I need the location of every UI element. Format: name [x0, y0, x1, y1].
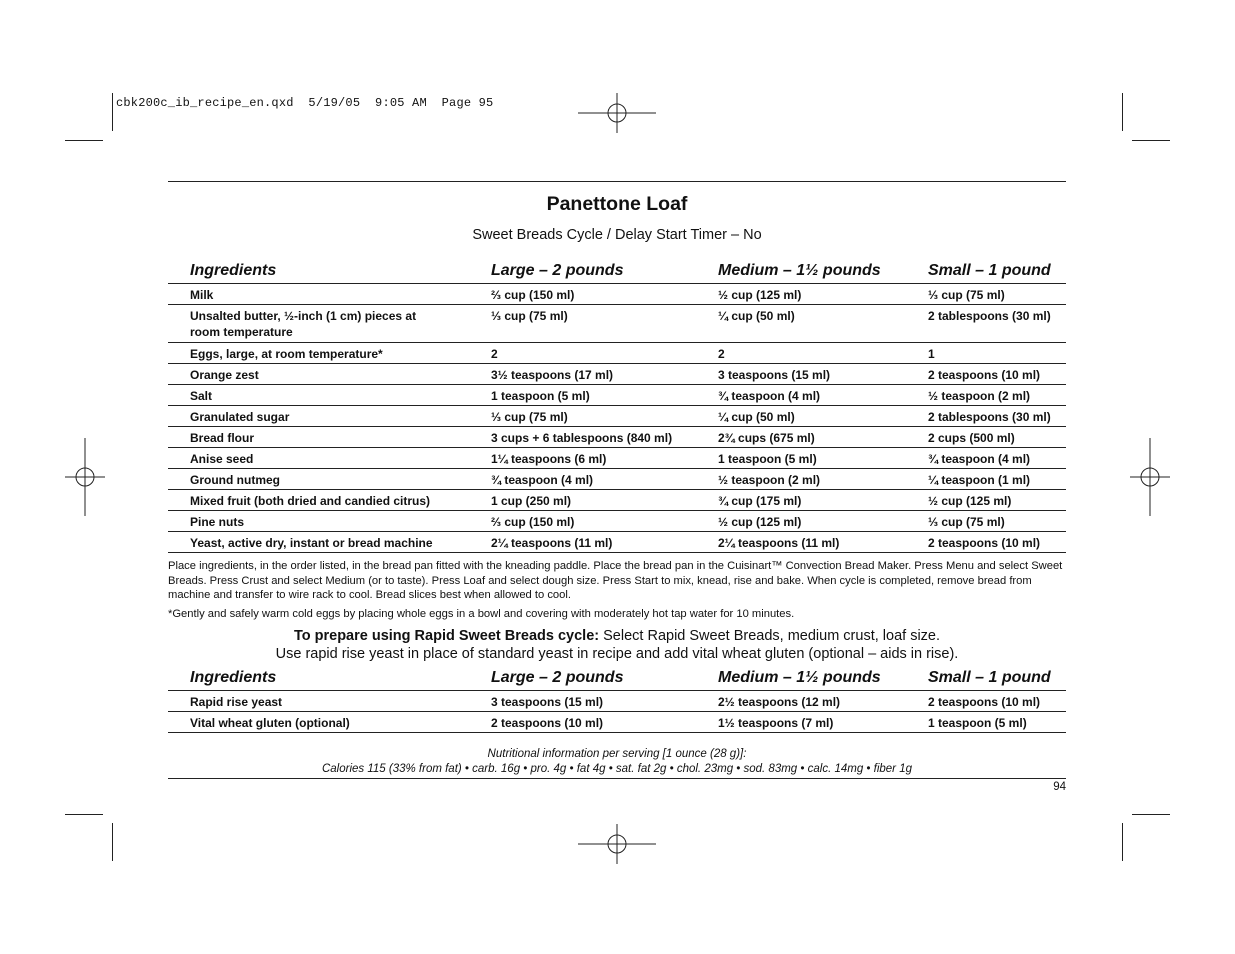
amount-medium: 2¼ teaspoons (11 ml)	[718, 536, 840, 550]
ingredient-name: Yeast, active dry, instant or bread machine	[190, 536, 433, 550]
table-row	[168, 448, 1066, 469]
table-header	[168, 259, 1066, 284]
ingredients-table	[168, 259, 1066, 553]
ingredient-name: Orange zest	[190, 368, 259, 382]
table-row	[168, 469, 1066, 490]
amount-medium: ¾ cup (175 ml)	[718, 494, 802, 508]
crop-mark	[1122, 93, 1123, 131]
amount-large: ⅔ cup (150 ml)	[491, 515, 575, 529]
ingredient-name: Eggs, large, at room temperature*	[190, 347, 383, 361]
header-large: Large – 2 pounds	[491, 262, 624, 279]
crop-mark	[65, 140, 103, 141]
rapid-ingredients-table	[168, 666, 1066, 733]
registration-mark-icon	[578, 824, 656, 864]
rapid-cycle-note	[168, 627, 1066, 663]
ingredient-name: Unsalted butter, ½-inch (1 cm) pieces at room temperature	[190, 309, 417, 339]
amount-medium: 3 teaspoons (15 ml)	[718, 368, 831, 382]
table-row	[168, 427, 1066, 448]
ingredient-name: Ground nutmeg	[190, 473, 280, 487]
ingredient-name: Vital wheat gluten (optional)	[190, 716, 350, 730]
file-slug: cbk200c_ib_recipe_en.qxd 5/19/05 9:05 AM Page 95	[116, 96, 494, 110]
header-medium: Medium – 1½ pounds	[718, 262, 881, 279]
bottom-rule	[168, 778, 1066, 779]
footnote-text: *Gently and safely warm cold eggs by placing whole eggs in a bowl and covering with moderately hot tap water for 10 minutes.	[168, 608, 795, 620]
table-row	[168, 385, 1066, 406]
nutrition-info	[168, 747, 1066, 777]
ingredient-name: Bread flour	[190, 431, 255, 445]
rapid-cycle-line1	[168, 627, 1066, 645]
amount-medium: 2¾ cups (675 ml)	[718, 431, 815, 445]
header-large: Large – 2 pounds	[491, 669, 624, 686]
header-ingredients: Ingredients	[190, 669, 277, 686]
amount-medium: 1½ teaspoons (7 ml)	[718, 716, 834, 730]
amount-large: ⅔ cup (150 ml)	[491, 288, 575, 302]
amount-medium: 2½ teaspoons (12 ml)	[718, 695, 841, 709]
amount-large: 3½ teaspoons (17 ml)	[491, 368, 614, 382]
nutrition-heading: Nutritional information per serving [1 ounce (28 g)]:	[487, 748, 747, 760]
header-small: Small – 1 pound	[928, 669, 1051, 686]
amount-small: ⅓ cup (75 ml)	[928, 288, 1005, 302]
ingredient-name: Pine nuts	[190, 515, 245, 529]
amount-medium: 2	[718, 347, 725, 361]
amount-medium: ¼ cup (50 ml)	[718, 309, 795, 323]
amount-small: ½ cup (125 ml)	[928, 494, 1012, 508]
amount-small: ⅓ cup (75 ml)	[928, 515, 1005, 529]
recipe-title: Panettone Loaf	[546, 193, 688, 215]
table-row	[168, 691, 1066, 712]
amount-small: 1	[928, 347, 935, 361]
amount-medium: 1 teaspoon (5 ml)	[718, 452, 817, 466]
amount-small: 1 teaspoon (5 ml)	[928, 716, 1027, 730]
header-medium: Medium – 1½ pounds	[718, 669, 881, 686]
amount-small: ¼ teaspoon (1 ml)	[928, 473, 1031, 487]
registration-mark-icon	[1130, 438, 1170, 516]
instructions-text: Place ingredients, in the order listed, in the bread pan fitted with the kneading paddle. Place the bread pan in the Cuisinart™ Convection Bread Maker. Press Menu and select Sweet Breads. Press Crust and select Medium (or to taste). Press Loaf and select dough size. Press Start to mix, knead, rise and bake. When cycle is completed, remove bread from machine and transfer to wire rack to cool. Bread slices best when allowed to cool.	[168, 560, 1063, 601]
amount-small: ¾ teaspoon (4 ml)	[928, 452, 1031, 466]
ingredient-name	[190, 493, 430, 509]
table-row	[168, 305, 1066, 343]
table-header	[168, 666, 1066, 691]
rapid-cycle-lead: To prepare using Rapid Sweet Breads cycle:	[293, 628, 600, 644]
ingredient-note: (both dried and candied citrus)	[254, 494, 431, 508]
amount-medium: ½ cup (125 ml)	[718, 288, 802, 302]
rapid-cycle-line2: Use rapid rise yeast in place of standard yeast in recipe and add vital wheat gluten (optional – aids in rise).	[275, 646, 959, 662]
amount-small: 2 teaspoons (10 ml)	[928, 368, 1041, 382]
amount-medium: ¼ cup (50 ml)	[718, 410, 795, 424]
table-row	[168, 712, 1066, 733]
registration-mark-icon	[578, 93, 656, 133]
table-row	[168, 343, 1066, 364]
table-row	[168, 532, 1066, 553]
amount-large: ⅓ cup (75 ml)	[491, 410, 568, 424]
amount-small: 2 tablespoons (30 ml)	[928, 309, 1051, 323]
crop-mark	[1122, 823, 1123, 861]
amount-large: 2¼ teaspoons (11 ml)	[491, 536, 613, 550]
header-ingredients: Ingredients	[190, 262, 277, 279]
ingredient-name: Granulated sugar	[190, 410, 290, 424]
amount-large: ¾ teaspoon (4 ml)	[491, 473, 594, 487]
table-row	[168, 490, 1066, 511]
amount-medium: ½ teaspoon (2 ml)	[718, 473, 821, 487]
amount-large: ⅓ cup (75 ml)	[491, 309, 568, 323]
page-number: 94	[1053, 781, 1066, 793]
ingredient-name: Anise seed	[190, 452, 254, 466]
table-row	[168, 511, 1066, 532]
amount-medium: ¾ teaspoon (4 ml)	[718, 389, 821, 403]
amount-medium: ½ cup (125 ml)	[718, 515, 802, 529]
table-row	[168, 364, 1066, 385]
registration-mark-icon	[65, 438, 105, 516]
crop-mark	[112, 823, 113, 861]
header-small: Small – 1 pound	[928, 262, 1051, 279]
ingredient-name: Rapid rise yeast	[190, 695, 283, 709]
crop-mark	[112, 93, 113, 131]
amount-small: 2 tablespoons (30 ml)	[928, 410, 1051, 424]
nutrition-values: Calories 115 (33% from fat) • carb. 16g • pro. 4g • fat 4g • sat. fat 2g • chol. 23mg • sod. 83mg • calc. 14mg • fiber 1g	[321, 763, 913, 775]
top-rule	[168, 181, 1066, 182]
amount-small: 2 teaspoons (10 ml)	[928, 536, 1041, 550]
ingredient-name-main: Mixed fruit	[190, 494, 251, 508]
amount-large: 2 teaspoons (10 ml)	[491, 716, 604, 730]
amount-large: 2	[491, 347, 498, 361]
ingredient-name: Milk	[190, 288, 214, 302]
rapid-cycle-text: Select Rapid Sweet Breads, medium crust, loaf size.	[599, 628, 941, 644]
amount-small: 2 teaspoons (10 ml)	[928, 695, 1041, 709]
amount-small: 2 cups (500 ml)	[928, 431, 1015, 445]
table-row	[168, 284, 1066, 305]
amount-large: 1 cup (250 ml)	[491, 494, 572, 508]
ingredient-name: Salt	[190, 389, 213, 403]
amount-large: 3 teaspoons (15 ml)	[491, 695, 604, 709]
crop-mark	[1132, 140, 1170, 141]
table-row	[168, 406, 1066, 427]
amount-large: 3 cups + 6 tablespoons (840 ml)	[491, 431, 673, 445]
crop-mark	[1132, 814, 1170, 815]
amount-large: 1¼ teaspoons (6 ml)	[491, 452, 607, 466]
amount-small: ½ teaspoon (2 ml)	[928, 389, 1031, 403]
crop-mark	[65, 814, 103, 815]
recipe-subtitle: Sweet Breads Cycle / Delay Start Timer – No	[472, 227, 762, 243]
amount-large: 1 teaspoon (5 ml)	[491, 389, 590, 403]
